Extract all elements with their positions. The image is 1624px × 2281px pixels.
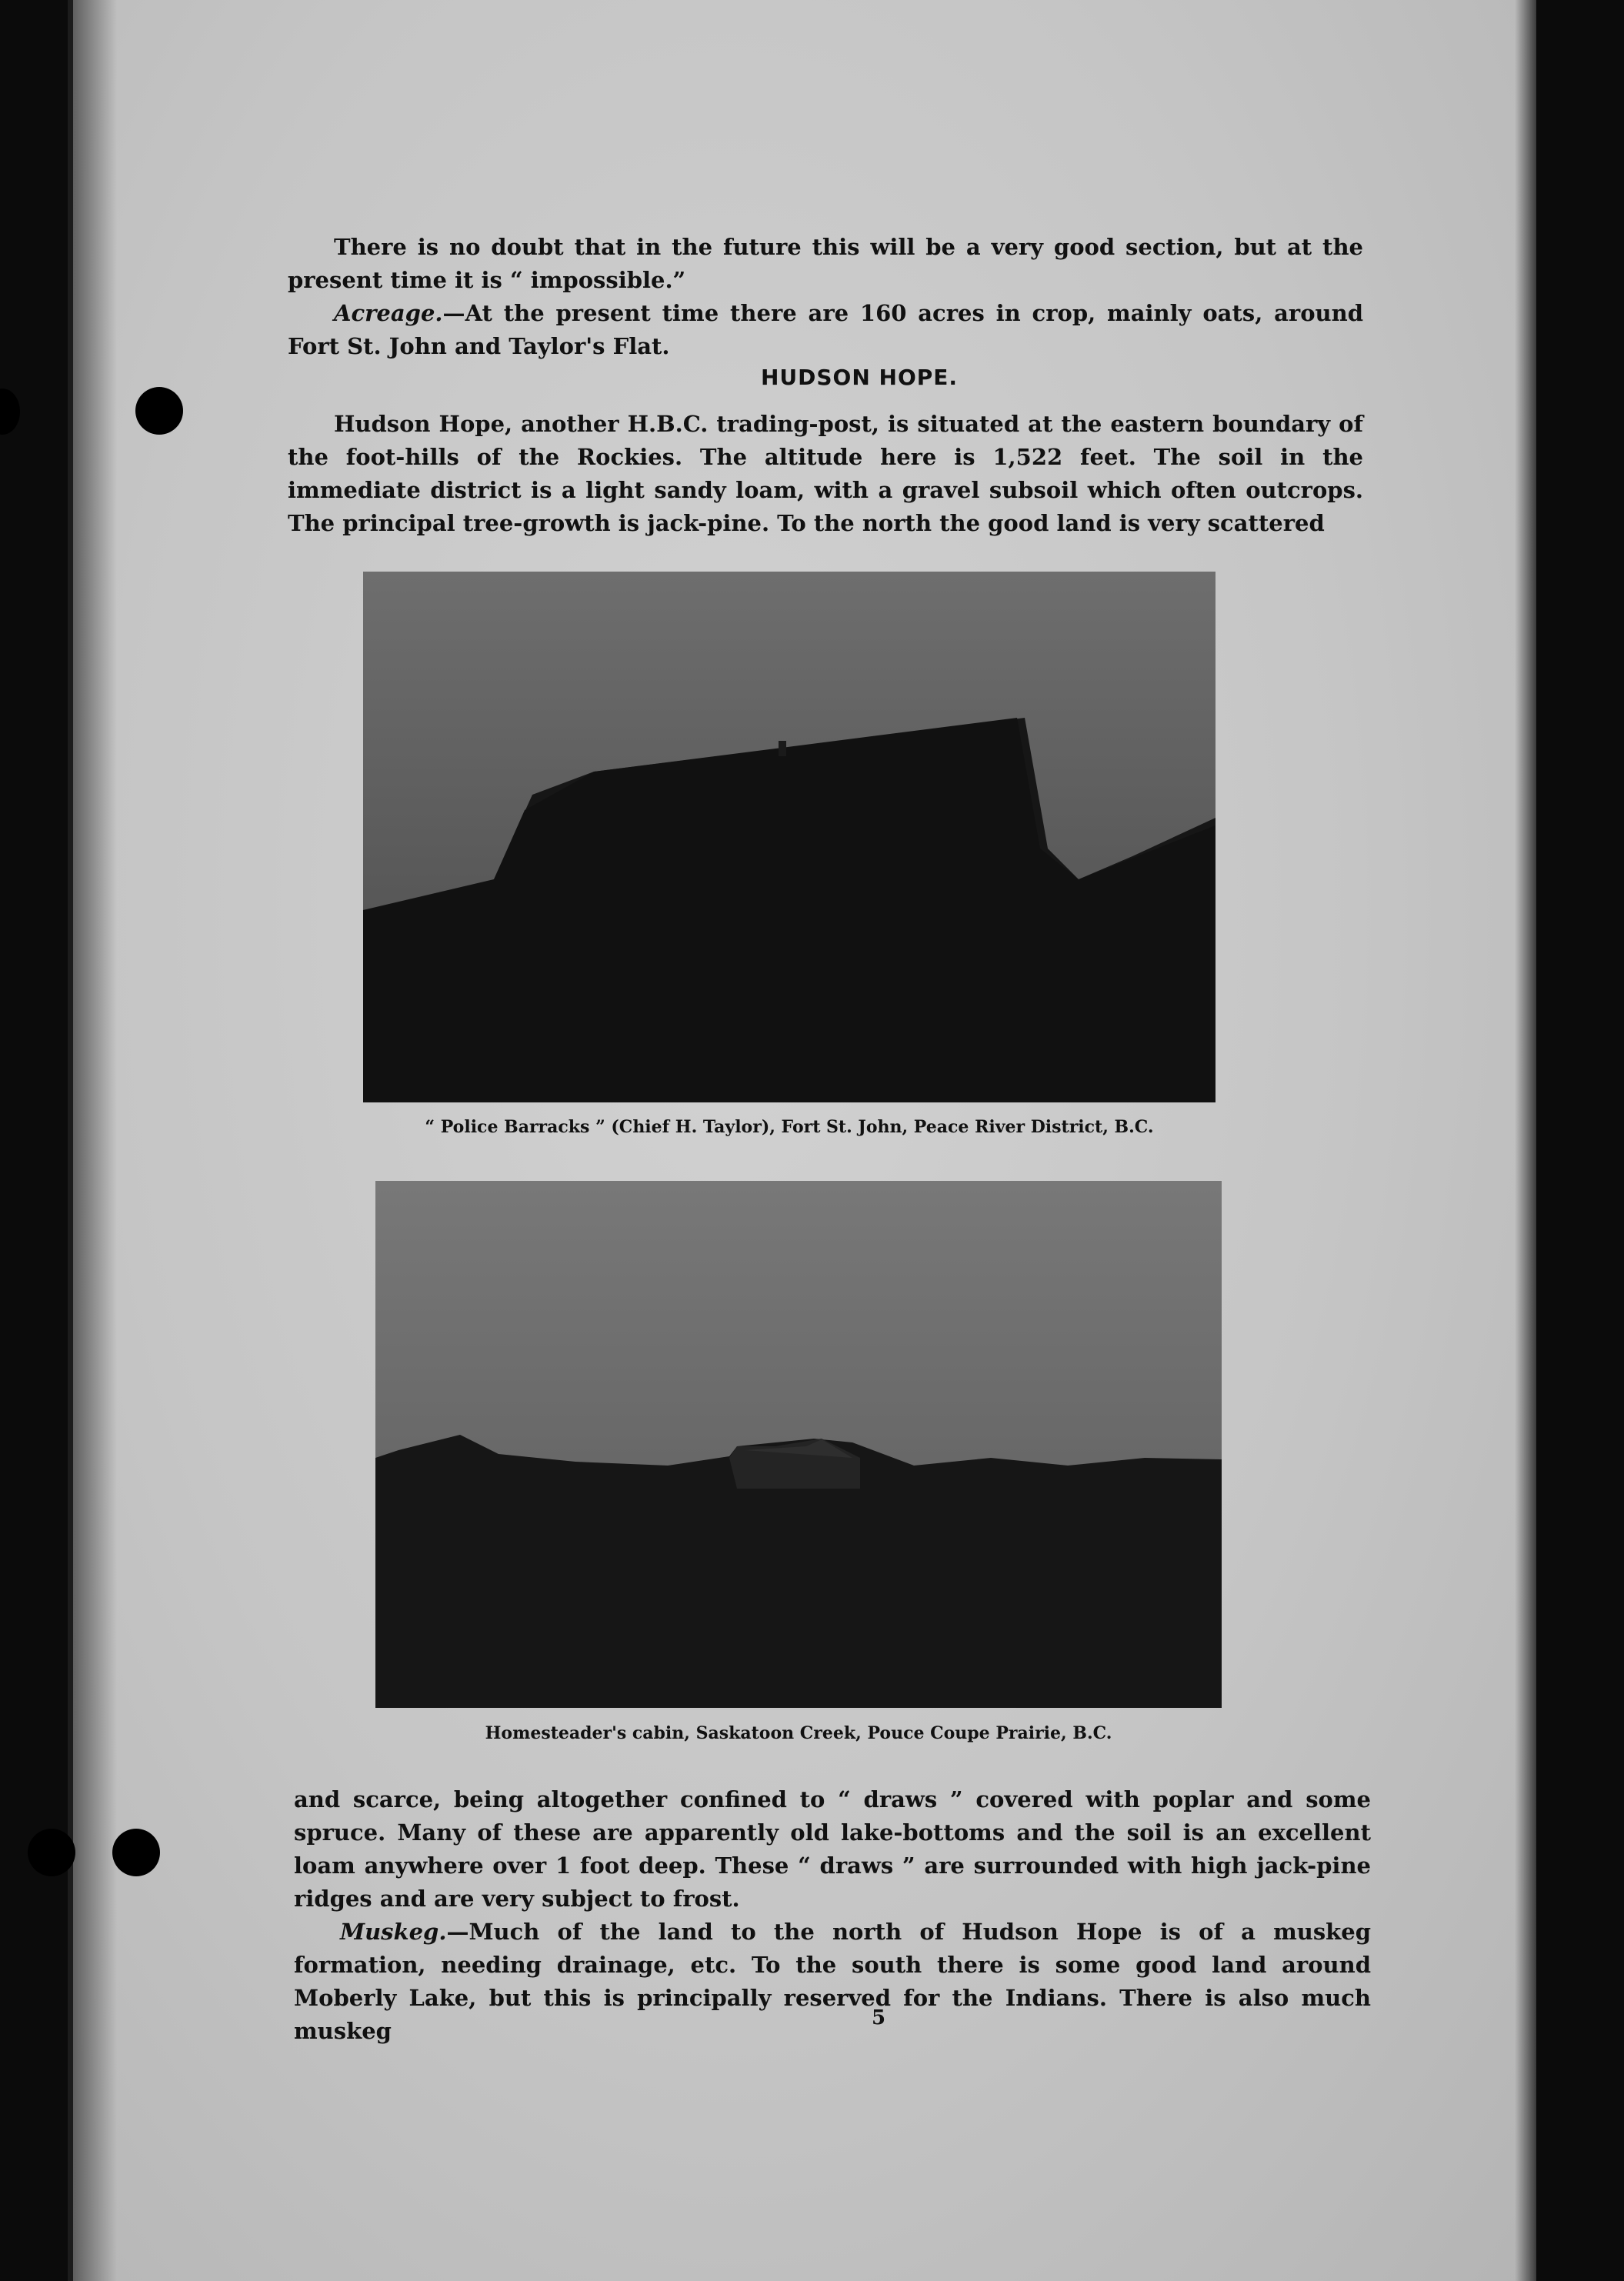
- photo-police-barracks: [363, 572, 1215, 1102]
- photo-homesteader-cabin: [375, 1181, 1222, 1708]
- intro-text-block: [288, 231, 1363, 363]
- punch-hole-bottom-left: [28, 1829, 75, 1876]
- paragraph-draws: and scarce, being altogether confined to “ draws ” covered with poplar and some spruce. Many of these are apparently old lake-bottoms and the soil is an excellent loam anywhere over 1 foot deep. These “ draws ” are surrounded with high jack-pine ridges and are very subject to frost.: [294, 1786, 1371, 1912]
- section-heading: HUDSON HOPE.: [760, 365, 959, 390]
- paragraph-hudson-hope: Hudson Hope, another H.B.C. trading-post, is situated at the eastern boundary of the foot-hills of the Rockies. The altitude here is 1,522 feet. The soil in the immediate district is a light sandy loam, with a gravel subsoil which often outcrops. The principal tree-growth is jack-pine. To the north the good land is very scattered: [288, 411, 1363, 536]
- binding-line: [68, 0, 73, 2281]
- hudson-hope-text-block: [288, 408, 1363, 540]
- paragraph-acreage: [288, 297, 1363, 363]
- paragraph-future-section: There is no doubt that in the future this will be a very good section, but at the present time it is “ impossible.”: [288, 234, 1363, 293]
- page-left-shadow: [71, 0, 117, 2281]
- homesteader-cabin-image: [375, 1181, 1222, 1708]
- muskeg-label: Muskeg.: [340, 1919, 447, 1945]
- page-right-edge: [1515, 0, 1536, 2281]
- police-barracks-image: [363, 572, 1215, 1102]
- punch-hole-edge-top: [0, 389, 20, 435]
- document-page: [71, 0, 1536, 2281]
- page-number: 5: [871, 2006, 886, 2029]
- punch-hole-bottom-right: [112, 1829, 160, 1876]
- caption-homesteader-cabin: Homesteader's cabin, Saskatoon Creek, Pouce Coupe Prairie, B.C.: [485, 1723, 1112, 1743]
- lower-text-block: [294, 1783, 1371, 2048]
- caption-police-barracks: “ Police Barracks ” (Chief H. Taylor), Fort St. John, Peace River District, B.C.: [425, 1117, 1154, 1137]
- acreage-label: Acreage.: [334, 300, 443, 326]
- punch-hole-top: [135, 387, 183, 435]
- muskeg-text: —Much of the land to the north of Hudson Hope is of a muskeg formation, needing drainage, etc. To the south there is some good land around Moberly Lake, but this is principally reserved for the Indians. There is also much muskeg: [294, 1919, 1371, 2044]
- paragraph-muskeg: [294, 1916, 1371, 2048]
- acreage-text: —At the present time there are 160 acres in crop, mainly oats, around Fort St. John and Taylor's Flat.: [288, 300, 1363, 359]
